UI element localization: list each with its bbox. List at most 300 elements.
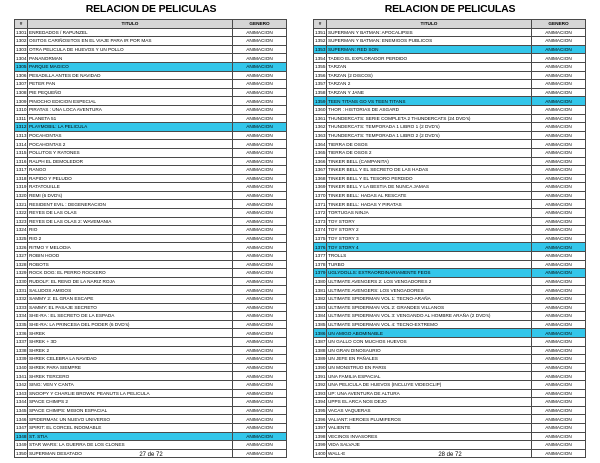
table-row — [15, 243, 287, 252]
row-number: 1371 — [315, 201, 326, 207]
table-row — [314, 80, 586, 89]
table-row — [15, 234, 287, 243]
row-title: SUPERMAN Y BATMAN: APOCALIPSIS — [327, 28, 532, 37]
table-row — [314, 54, 586, 63]
row-genre: ANIMACION — [532, 312, 586, 321]
row-number: 1366 — [315, 158, 326, 164]
row-genre: ANIMACION — [532, 226, 586, 235]
row-title: VIDA SALVAJE — [327, 441, 532, 450]
table-row — [314, 243, 586, 252]
page-footer: 27 de 72 — [139, 452, 163, 458]
row-genre: ANIMACION — [532, 174, 586, 183]
row-number: 1398 — [315, 433, 326, 439]
row-genre: ANIMACION — [233, 88, 287, 97]
row-title: PLAYMOBIL: LA PELICULA — [28, 123, 233, 132]
row-genre: ANIMACION — [532, 372, 586, 381]
row-title: TORTUGAS NINJA — [327, 209, 532, 218]
row-genre: ANIMACION — [233, 140, 287, 149]
row-genre: ANIMACION — [532, 295, 586, 304]
row-title: SHREK PARA SIEMPRE — [28, 363, 233, 372]
row-genre: ANIMACION — [233, 114, 287, 123]
row-genre: ANIMACION — [532, 123, 586, 132]
row-genre: ANIMACION — [233, 346, 287, 355]
row-title: TIERRA DE OSOS — [327, 140, 532, 149]
page-footer: 28 de 72 — [438, 452, 462, 458]
table-row — [15, 140, 287, 149]
row-title: THUNDERCATS: TEMPORADA 1 LIBRO 1 (2 DVD's) — [327, 123, 532, 132]
row-number: 1341 — [16, 373, 27, 379]
table-row — [314, 389, 586, 398]
row-number: 1394 — [315, 399, 326, 405]
row-number: 1335 — [16, 321, 27, 327]
table-row — [15, 105, 287, 114]
row-genre: ANIMACION — [532, 148, 586, 157]
row-title: PESADILLA ANTES DE NAVIDAD — [28, 71, 233, 80]
row-title: SHREK — [28, 329, 233, 338]
row-number: 1358 — [315, 89, 326, 95]
row-genre: ANIMACION — [233, 269, 287, 278]
row-genre: ANIMACION — [532, 423, 586, 432]
row-title: THUNDERCATS: TEMPORADA 1 LIBRO 2 (2 DVD's) — [327, 131, 532, 140]
table-row — [15, 174, 287, 183]
row-genre: ANIMACION — [233, 398, 287, 407]
table-row — [15, 337, 287, 346]
movie-table — [14, 19, 287, 458]
row-number: 1345 — [16, 407, 27, 413]
row-genre: ANIMACION — [532, 286, 586, 295]
table-row — [314, 166, 586, 175]
row-genre: ANIMACION — [532, 363, 586, 372]
table-row — [15, 389, 287, 398]
page-right — [305, 0, 595, 463]
row-number: 1395 — [315, 407, 326, 413]
table-row — [314, 415, 586, 424]
row-title: TARZAN (2 DISCOS) — [327, 71, 532, 80]
table-row — [314, 337, 586, 346]
row-title: TARZAN — [327, 62, 532, 71]
row-number: 1337 — [16, 339, 27, 345]
row-number: 1334 — [16, 313, 27, 319]
row-genre: ANIMACION — [233, 303, 287, 312]
row-genre: ANIMACION — [233, 423, 287, 432]
row-genre: ANIMACION — [532, 157, 586, 166]
table-row — [15, 312, 287, 321]
row-genre: ANIMACION — [233, 191, 287, 200]
table-row — [314, 105, 586, 114]
row-title: THUNDERCATS: SERIE COMPLETA 2 THUNDERCATS (24 DVD's) — [327, 114, 532, 123]
row-title: TOY STORY — [327, 217, 532, 226]
row-number: 1375 — [315, 236, 326, 242]
table-row — [15, 217, 287, 226]
table-header-row — [15, 20, 287, 29]
row-genre: ANIMACION — [532, 200, 586, 209]
row-title: PLANETA 51 — [28, 114, 233, 123]
row-title: TOY STORY 3 — [327, 234, 532, 243]
row-title: ST. STIA — [28, 432, 233, 441]
table-row — [15, 200, 287, 209]
row-genre: ANIMACION — [532, 415, 586, 424]
row-title: TARZAN Y JANE — [327, 88, 532, 97]
row-title: PARQUE MAGICO — [28, 62, 233, 71]
row-number: 1343 — [16, 390, 27, 396]
row-genre: ANIMACION — [233, 80, 287, 89]
row-title: TOY STORY 4 — [327, 243, 532, 252]
row-number: 1387 — [315, 339, 326, 345]
table-body — [15, 28, 287, 458]
row-title: REMI (6 DVD's) — [28, 191, 233, 200]
row-title: ULTIMATE SPIDERMAN VOL 1: TECNO-ARAÑA — [327, 295, 532, 304]
row-title: ULTIMATE SPIDERMAN VOL 4: TECNO-EXTREMO — [327, 320, 532, 329]
row-number: 1357 — [315, 81, 326, 87]
row-genre: ANIMACION — [532, 37, 586, 46]
row-title: REYES DE LAS OLAS 2: WAVEMANIA — [28, 217, 233, 226]
row-title: RANGO — [28, 166, 233, 175]
row-genre: ANIMACION — [233, 45, 287, 54]
row-genre: ANIMACION — [233, 389, 287, 398]
row-genre: ANIMACION — [233, 243, 287, 252]
table-row — [15, 157, 287, 166]
row-number: 1312 — [16, 124, 27, 130]
header-genre: GENERO — [532, 20, 586, 29]
row-number: 1370 — [315, 193, 326, 199]
row-genre: ANIMACION — [532, 243, 586, 252]
table-row — [314, 157, 586, 166]
row-number: 1303 — [16, 46, 27, 52]
row-title: UN AMIGO ABOMINABLE — [327, 329, 532, 338]
row-genre: ANIMACION — [532, 217, 586, 226]
row-number: 1350 — [16, 450, 27, 456]
row-genre: ANIMACION — [532, 54, 586, 63]
row-number: 1369 — [315, 184, 326, 190]
row-number: 1311 — [16, 115, 27, 121]
page-title: RELACION DE PELICULAS — [384, 3, 516, 15]
table-row — [15, 97, 287, 106]
row-title: STAR WARS: LA GUERRA DE LOS CLONES — [28, 441, 233, 450]
table-row — [15, 71, 287, 80]
table-row — [314, 183, 586, 192]
table-row — [15, 406, 287, 415]
row-number: 1378 — [315, 261, 326, 267]
table-row — [314, 406, 586, 415]
row-title: TINKER BELL Y EL TESORO PERDIDO — [327, 174, 532, 183]
row-title: UGLYDOLLS: EXTRAORDINARIAMENTE FEOS — [327, 269, 532, 278]
row-number: 1388 — [315, 347, 326, 353]
row-title: RUDOLF: EL RENO DE LA NARIZ ROJA — [28, 277, 233, 286]
row-number: 1324 — [16, 227, 27, 233]
row-title: TIERRA DE OSOS 2 — [327, 148, 532, 157]
row-title: UPPS EL ARCA NOS DEJO — [327, 398, 532, 407]
row-number: 1346 — [16, 416, 27, 422]
table-row — [314, 423, 586, 432]
row-number: 1359 — [315, 98, 326, 104]
row-number: 1313 — [16, 132, 27, 138]
row-genre: ANIMACION — [532, 209, 586, 218]
row-genre: ANIMACION — [532, 320, 586, 329]
header-title: TITULO — [327, 20, 532, 29]
row-title: UNA FAMILIA ESPACIAL — [327, 372, 532, 381]
row-title: UN GALLO CON MUCHOS HUEVOS — [327, 337, 532, 346]
row-number: 1327 — [16, 253, 27, 259]
table-row — [314, 398, 586, 407]
row-genre: ANIMACION — [233, 441, 287, 450]
row-genre: ANIMACION — [532, 441, 586, 450]
table-row — [15, 80, 287, 89]
row-number: 1367 — [315, 167, 326, 173]
table-row — [314, 346, 586, 355]
row-genre: ANIMACION — [233, 415, 287, 424]
row-genre: ANIMACION — [532, 269, 586, 278]
table-row — [314, 71, 586, 80]
table-row — [15, 252, 287, 261]
table-row — [15, 123, 287, 132]
row-genre: ANIMACION — [233, 363, 287, 372]
table-row — [314, 277, 586, 286]
row-genre: ANIMACION — [233, 260, 287, 269]
row-number: 1363 — [315, 132, 326, 138]
row-number: 1353 — [315, 46, 326, 52]
row-number: 1400 — [315, 450, 326, 456]
row-genre: ANIMACION — [532, 346, 586, 355]
row-number: 1396 — [315, 416, 326, 422]
row-number: 1316 — [16, 158, 27, 164]
table-row — [314, 191, 586, 200]
table-row — [314, 200, 586, 209]
row-genre: ANIMACION — [532, 80, 586, 89]
row-number: 1323 — [16, 218, 27, 224]
row-title: THOR : HISTORIAS DE ASGARD — [327, 105, 532, 114]
row-number: 1319 — [16, 184, 27, 190]
table-row — [314, 312, 586, 321]
row-title: SUPERMAN Y BATMAN: ENEMIGOS PUBLICOS — [327, 37, 532, 46]
row-title: RATATOUILLE — [28, 183, 233, 192]
row-number: 1342 — [16, 382, 27, 388]
row-number: 1304 — [16, 55, 27, 61]
row-genre: ANIMACION — [233, 372, 287, 381]
row-number: 1362 — [315, 124, 326, 130]
row-title: SPACE CHIMPS: MISION ESPACIAL — [28, 406, 233, 415]
row-genre: ANIMACION — [532, 114, 586, 123]
row-genre: ANIMACION — [233, 329, 287, 338]
table-row — [314, 363, 586, 372]
row-genre: ANIMACION — [532, 449, 586, 458]
table-row — [314, 295, 586, 304]
table-row — [15, 277, 287, 286]
row-number: 1393 — [315, 390, 326, 396]
table-row — [314, 62, 586, 71]
row-title: UN MONSTRUO EN PARIS — [327, 363, 532, 372]
row-title: TEEN TITANS GO VS TEEN TITANS — [327, 97, 532, 106]
row-number: 1330 — [16, 279, 27, 284]
row-title: PANANORMAN — [28, 54, 233, 63]
row-genre: ANIMACION — [233, 37, 287, 46]
table-row — [314, 226, 586, 235]
page-left — [6, 0, 296, 463]
row-title: RALPH EL DEMOLEDOR — [28, 157, 233, 166]
row-genre: ANIMACION — [532, 166, 586, 175]
row-number: 1336 — [16, 330, 27, 336]
row-title: SAMMY 2: EL GRAN ESCAPE — [28, 295, 233, 304]
row-number: 1344 — [16, 399, 27, 405]
row-number: 1310 — [16, 107, 27, 113]
row-genre: ANIMACION — [532, 252, 586, 261]
row-genre: ANIMACION — [532, 62, 586, 71]
row-number: 1332 — [16, 296, 27, 302]
row-number: 1360 — [315, 107, 326, 113]
table-row — [15, 148, 287, 157]
row-title: VACAS VAQUERAS — [327, 406, 532, 415]
row-genre: ANIMACION — [532, 406, 586, 415]
table-row — [314, 114, 586, 123]
table-row — [15, 166, 287, 175]
row-genre: ANIMACION — [532, 97, 586, 106]
row-title: VECINOS INVASORES — [327, 432, 532, 441]
row-genre: ANIMACION — [233, 252, 287, 261]
row-number: 1351 — [315, 29, 326, 35]
table-row — [15, 329, 287, 338]
table-row — [314, 380, 586, 389]
row-number: 1373 — [315, 218, 326, 224]
row-number: 1325 — [16, 236, 27, 242]
row-title: TINKER BELL (CAMPANITA) — [327, 157, 532, 166]
row-genre: ANIMACION — [532, 105, 586, 114]
table-row — [314, 329, 586, 338]
row-title: SHREK + 3D — [28, 337, 233, 346]
row-genre: ANIMACION — [532, 71, 586, 80]
table-row — [15, 398, 287, 407]
row-number: 1399 — [315, 442, 326, 448]
row-title: WALL-E — [327, 449, 532, 458]
row-genre: ANIMACION — [532, 45, 586, 54]
table-row — [314, 320, 586, 329]
row-number: 1326 — [16, 244, 27, 250]
row-title: ULTIMATE SPIDERMAN VOL 3: VENGANDO AL HOMBRE ARAÑA (2 DVD's) — [327, 312, 532, 321]
row-number: 1391 — [315, 373, 326, 379]
row-number: 1318 — [16, 175, 27, 181]
row-genre: ANIMACION — [233, 217, 287, 226]
row-number: 1349 — [16, 442, 27, 448]
row-genre: ANIMACION — [532, 380, 586, 389]
row-title: RIO 2 — [28, 234, 233, 243]
row-title: PETER PAN — [28, 80, 233, 89]
row-title: POLLITOS Y RATONES — [28, 148, 233, 157]
table-row — [15, 423, 287, 432]
row-number: 1385 — [315, 321, 326, 327]
table-row — [314, 286, 586, 295]
table-row — [15, 226, 287, 235]
table-row — [314, 260, 586, 269]
row-title: RESIDENT EVIL : DEGENERACION — [28, 200, 233, 209]
row-number: 1347 — [16, 425, 27, 431]
row-number: 1348 — [16, 433, 27, 439]
row-number: 1314 — [16, 141, 27, 147]
row-genre: ANIMACION — [233, 355, 287, 364]
table-row — [314, 45, 586, 54]
row-number: 1338 — [16, 347, 27, 353]
row-title: TINKER BELL: HADAS AL RESCATE — [327, 191, 532, 200]
row-genre: ANIMACION — [532, 260, 586, 269]
header-title: TITULO — [28, 20, 233, 29]
row-number: 1383 — [315, 304, 326, 310]
row-genre: ANIMACION — [532, 277, 586, 286]
table-row — [314, 88, 586, 97]
row-title: PIE PEQUEÑO — [28, 88, 233, 97]
row-number: 1307 — [16, 81, 27, 87]
row-number: 1352 — [315, 38, 326, 44]
row-number: 1354 — [315, 55, 326, 61]
table-row — [314, 432, 586, 441]
row-genre: ANIMACION — [233, 148, 287, 157]
row-genre: ANIMACION — [233, 337, 287, 346]
row-title: UNA PELICULA DE HUEVOS (INCLUYE VIDEOCLIP) — [327, 380, 532, 389]
row-title: SUPERMAN DESATADO — [28, 449, 233, 458]
table-row — [15, 355, 287, 364]
row-title: SNOOPY Y CHARLIE BROWN: PEANUTS LA PELICULA — [28, 389, 233, 398]
row-title: UN GRAN DINOSAURIO — [327, 346, 532, 355]
table-row — [15, 441, 287, 450]
row-title: SAMMY: EL PASAJE SECRETO — [28, 303, 233, 312]
row-title: TINKER BELL Y LA BESTIA DE NUNCA JAMAS — [327, 183, 532, 192]
row-genre: ANIMACION — [233, 131, 287, 140]
table-row — [15, 372, 287, 381]
row-genre: ANIMACION — [532, 389, 586, 398]
row-title: SHREK 2 — [28, 346, 233, 355]
row-title: POCAHONTAS — [28, 131, 233, 140]
table-row — [314, 217, 586, 226]
row-title: ENREDADOS / RAPUNZEL — [28, 28, 233, 37]
row-number: 1361 — [315, 115, 326, 121]
row-title: UN JEFE EN PAÑALES — [327, 355, 532, 364]
row-genre: ANIMACION — [532, 234, 586, 243]
row-genre: ANIMACION — [532, 337, 586, 346]
row-number: 1380 — [315, 279, 326, 284]
row-title: UP: UNA AVENTURA DE ALTURA — [327, 389, 532, 398]
table-row — [314, 303, 586, 312]
table-row — [314, 123, 586, 132]
row-genre: ANIMACION — [532, 398, 586, 407]
table-row — [15, 260, 287, 269]
row-number: 1382 — [315, 296, 326, 302]
table-row — [15, 415, 287, 424]
row-title: ROBOTS — [28, 260, 233, 269]
row-genre: ANIMACION — [532, 131, 586, 140]
row-number: 1376 — [315, 244, 326, 250]
row-genre: ANIMACION — [233, 183, 287, 192]
row-title: SHREK CELEBRA LA NAVIDAD — [28, 355, 233, 364]
row-genre: ANIMACION — [233, 312, 287, 321]
row-genre: ANIMACION — [233, 105, 287, 114]
table-row — [15, 28, 287, 37]
row-title: SHREK TERCERO — [28, 372, 233, 381]
row-genre: ANIMACION — [233, 200, 287, 209]
row-title: REYES DE LAS OLAS — [28, 209, 233, 218]
row-genre: ANIMACION — [233, 54, 287, 63]
row-title: POCAHONTAS 2 — [28, 140, 233, 149]
header-num: # — [314, 20, 327, 29]
row-genre: ANIMACION — [233, 71, 287, 80]
row-genre: ANIMACION — [233, 449, 287, 458]
row-genre: ANIMACION — [532, 191, 586, 200]
row-genre: ANIMACION — [233, 157, 287, 166]
row-number: 1372 — [315, 210, 326, 216]
table-row — [15, 363, 287, 372]
movie-table — [313, 19, 586, 458]
row-genre: ANIMACION — [233, 234, 287, 243]
row-genre: ANIMACION — [233, 28, 287, 37]
table-header-row — [314, 20, 586, 29]
table-row — [314, 140, 586, 149]
table-row — [15, 114, 287, 123]
row-number: 1302 — [16, 38, 27, 44]
